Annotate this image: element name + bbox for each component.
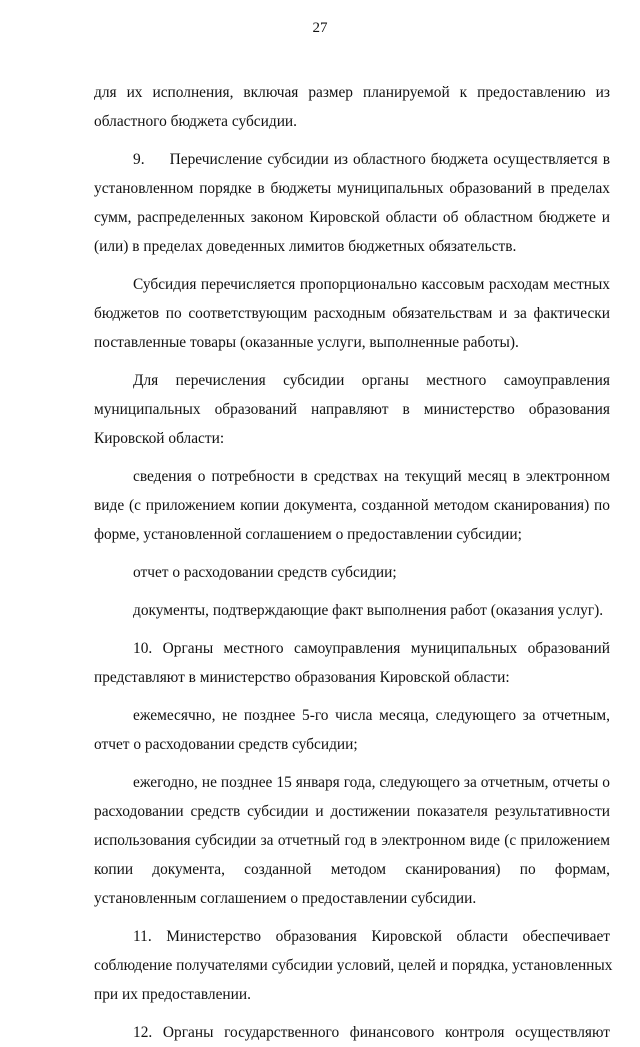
text-line: 11. Министерство образования Кировской области обеспечивает — [133, 928, 610, 945]
paragraph-gap — [94, 549, 610, 558]
text-line: 9. Перечисление субсидии из областного бюджета осуществляется в — [133, 151, 610, 168]
page-number: 27 — [312, 20, 328, 36]
text-line: соблюдение получателями субсидии условий, целей и порядка, установленных — [94, 957, 613, 974]
text-line: отчет о расходовании средств субсидии; — [94, 736, 358, 753]
text-line: муниципальных образований направляют в министерство образования — [94, 401, 610, 418]
paragraph-gap — [94, 692, 610, 701]
paragraph-gap — [94, 913, 610, 922]
text-line: установленном порядке в бюджеты муниципальных образований в пределах — [94, 180, 610, 197]
text-line: областного бюджета субсидии. — [94, 113, 298, 130]
text-line: расходовании средств субсидии и достижении показателя результативности — [94, 803, 610, 820]
text-line: 12. Органы государственного финансового контроля осуществляют — [133, 1024, 610, 1041]
text-line: ежемесячно, не позднее 5-го числа месяца, следующего за отчетным, — [133, 707, 610, 724]
paragraph-gap — [94, 759, 610, 768]
paragraph-gap — [94, 261, 610, 270]
text-line: установленным соглашением о предоставлении субсидии. — [94, 890, 477, 907]
text-line: копии документа, созданной методом сканирования) по формам, — [94, 861, 610, 878]
text-line: 10. Органы местного самоуправления муниципальных образований — [133, 640, 610, 657]
paragraph-gap — [94, 453, 610, 462]
text-line: ежегодно, не позднее 15 января года, следующего за отчетным, отчеты о — [133, 774, 610, 791]
text-line: поставленные товары (оказанные услуги, выполненные работы). — [94, 334, 519, 351]
text-line: отчет о расходовании средств субсидии; — [133, 564, 397, 581]
paragraph-gap — [94, 136, 610, 145]
text-line: Субсидия перечисляется пропорционально кассовым расходам местных — [133, 276, 610, 293]
paragraph-gap — [94, 587, 610, 596]
text-line: при их предоставлении. — [94, 986, 251, 1003]
text-line: сведения о потребности в средствах на текущий месяц в электронном — [133, 468, 610, 485]
paragraph-gap — [94, 625, 610, 634]
text-line: представляют в министерство образования Кировской области: — [94, 669, 510, 686]
text-line: Для перечисления субсидии органы местного самоуправления — [133, 372, 610, 389]
text-line: использования субсидии за отчетный год в электронном виде (с приложением — [94, 832, 610, 849]
text-line: форме, установленной соглашением о предоставлении субсидии; — [94, 526, 522, 543]
text-line: сумм, распределенных законом Кировской области об областном бюджете и — [94, 209, 610, 226]
paragraph-gap — [94, 1009, 610, 1018]
text-line: Кировской области: — [94, 430, 225, 447]
text-line: для их исполнения, включая размер планируемой к предоставлению из — [94, 84, 610, 101]
text-line: виде (с приложением копии документа, созданной методом сканирования) по — [94, 497, 610, 514]
text-line: документы, подтверждающие факт выполнения работ (оказания услуг). — [133, 602, 604, 619]
paragraph-gap — [94, 357, 610, 366]
text-line: (или) в пределах доведенных лимитов бюджетных обязательств. — [94, 238, 517, 255]
text-line: бюджетов по соответствующим расходным обязательствам и за фактически — [94, 305, 610, 322]
document-body — [94, 78, 613, 1047]
